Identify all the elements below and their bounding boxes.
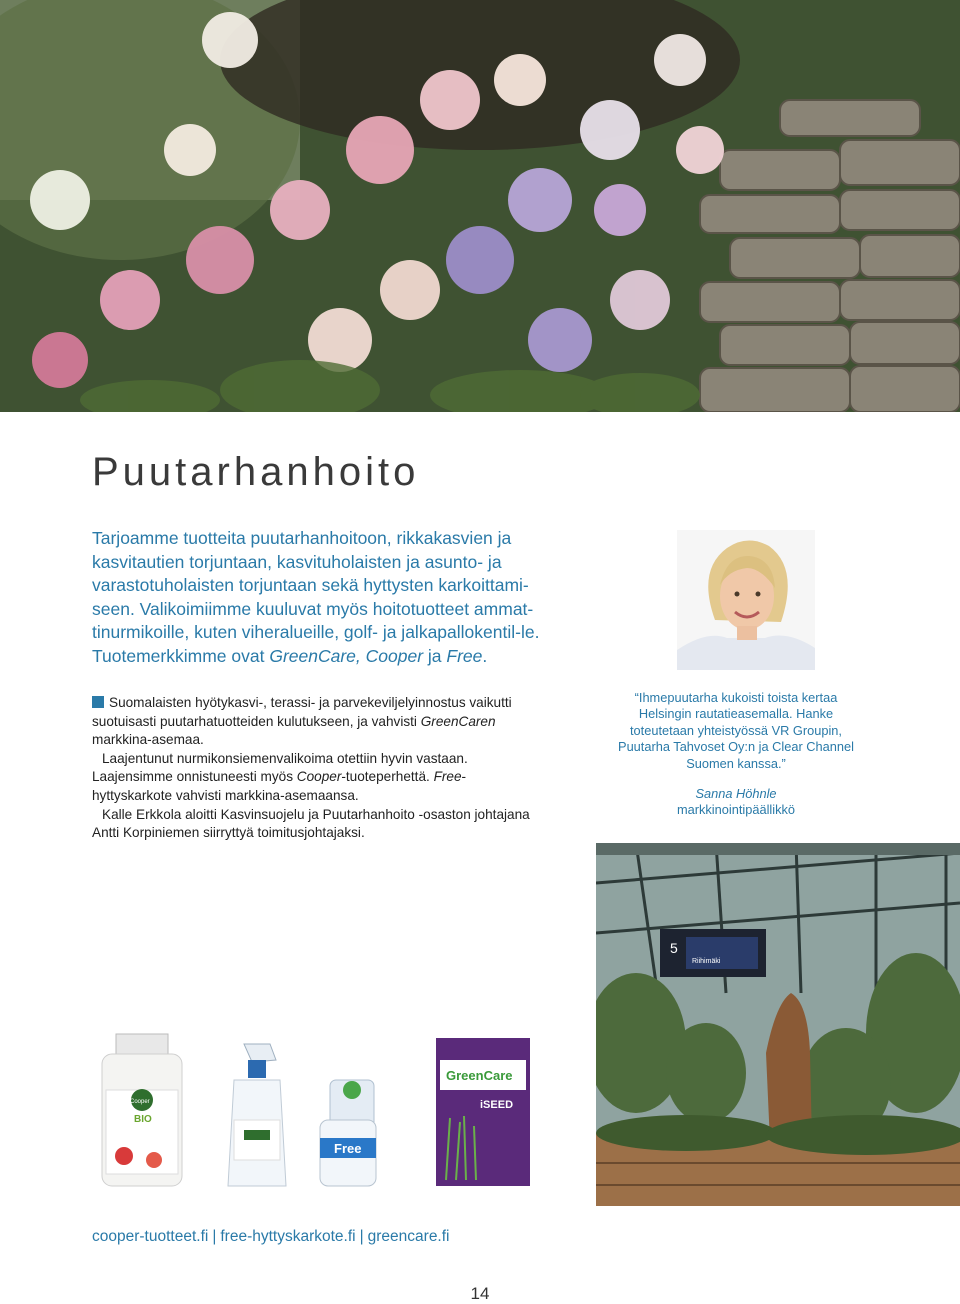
jar-brand: Cooper xyxy=(130,1099,150,1105)
greencare-iseed-box xyxy=(436,1038,530,1186)
link-separator: | xyxy=(359,1228,364,1245)
body-paragraph-4: Kalle Erkkola aloitti Kasvinsuojelu ja Puutarhanhoito -osaston johtajana Antti Korpiniemen siirryttyä toimitusjohtajaksi. xyxy=(92,806,530,841)
body-paragraph-3: Laajensimme onnistuneesti myös Cooper-tuoteperhettä. Free-hyttyskarkote vahvisti markkina-asemaansa. xyxy=(92,769,467,803)
box-product: iSEED xyxy=(480,1099,514,1111)
intro-and: ja xyxy=(423,645,447,666)
intro-paragraph xyxy=(92,527,552,668)
page-number: 14 xyxy=(470,1284,490,1303)
box-brand: GreenCare xyxy=(446,1068,513,1083)
blue-square-bullet-icon xyxy=(92,696,104,708)
board-number: 5 xyxy=(670,940,678,956)
link-greencare[interactable]: greencare.fi xyxy=(367,1228,450,1245)
product-photos xyxy=(94,1030,534,1190)
board-destination: Riihimäki xyxy=(692,958,721,965)
quote-author-role: markkinointipäällikkö xyxy=(676,802,796,818)
roll-on-brand: Free xyxy=(334,1141,362,1156)
website-links xyxy=(92,1228,450,1246)
spray-bottle xyxy=(228,1044,286,1186)
portrait-photo xyxy=(677,530,815,670)
link-cooper[interactable]: cooper-tuotteet.fi xyxy=(92,1228,209,1245)
free-roll-on-bottles xyxy=(320,1080,376,1186)
hydrangea-garden-photo xyxy=(0,0,960,412)
intro-brand-free: Free xyxy=(446,645,483,666)
station-garden-photo xyxy=(596,843,960,1206)
body-paragraph-2: Laajentunut nurmikonsiemenvalikoima otettiin hyvin vastaan. xyxy=(102,750,468,766)
page-title: Puutarhanhoito xyxy=(92,450,420,494)
intro-brands: GreenCare, Cooper xyxy=(269,645,424,666)
quote-author-name: Sanna Höhnle xyxy=(695,786,777,802)
body-text xyxy=(92,694,532,843)
jar-label: BIO xyxy=(134,1114,152,1125)
link-free[interactable]: free-hyttyskarkote.fi xyxy=(220,1228,356,1245)
quote-text: “Ihmepuutarha kukoisti toista kertaa Helsingin rautatieasemalla. Hanke toteutetaan yhteistyössä VR Groupin, Puutarha Tahvoset Oy:n ja Clear Channel Suomen kanssa.” xyxy=(618,690,854,771)
intro-text: Tarjoamme tuotteita puutarhanhoitoon, rikkakasvien ja kasvitautien torjuntaan, kasvituholaisten ja asunto- ja varastotuholaisten torjuntaan sekä hyttysten karkoittami-seen. Valikoimiimme kuuluvat myös hoitotuotteet ammat-tinurmikoille, kuten viheralueille, golf- ja jalkapallokentil-le. Tuotemerkkimme ovat xyxy=(92,528,540,666)
intro-end: . xyxy=(482,645,488,666)
body-paragraph-1: Suomalaisten hyötykasvi-, terassi- ja parvekeviljelyinnostus vaikutti suotuisasti puutarhatuotteiden kulutukseen, ja vahvisti GreenCaren markkina-asemaa. xyxy=(92,695,512,748)
quote-block xyxy=(612,690,860,819)
cooper-bio-jar xyxy=(102,1034,182,1186)
link-separator: | xyxy=(212,1228,217,1245)
